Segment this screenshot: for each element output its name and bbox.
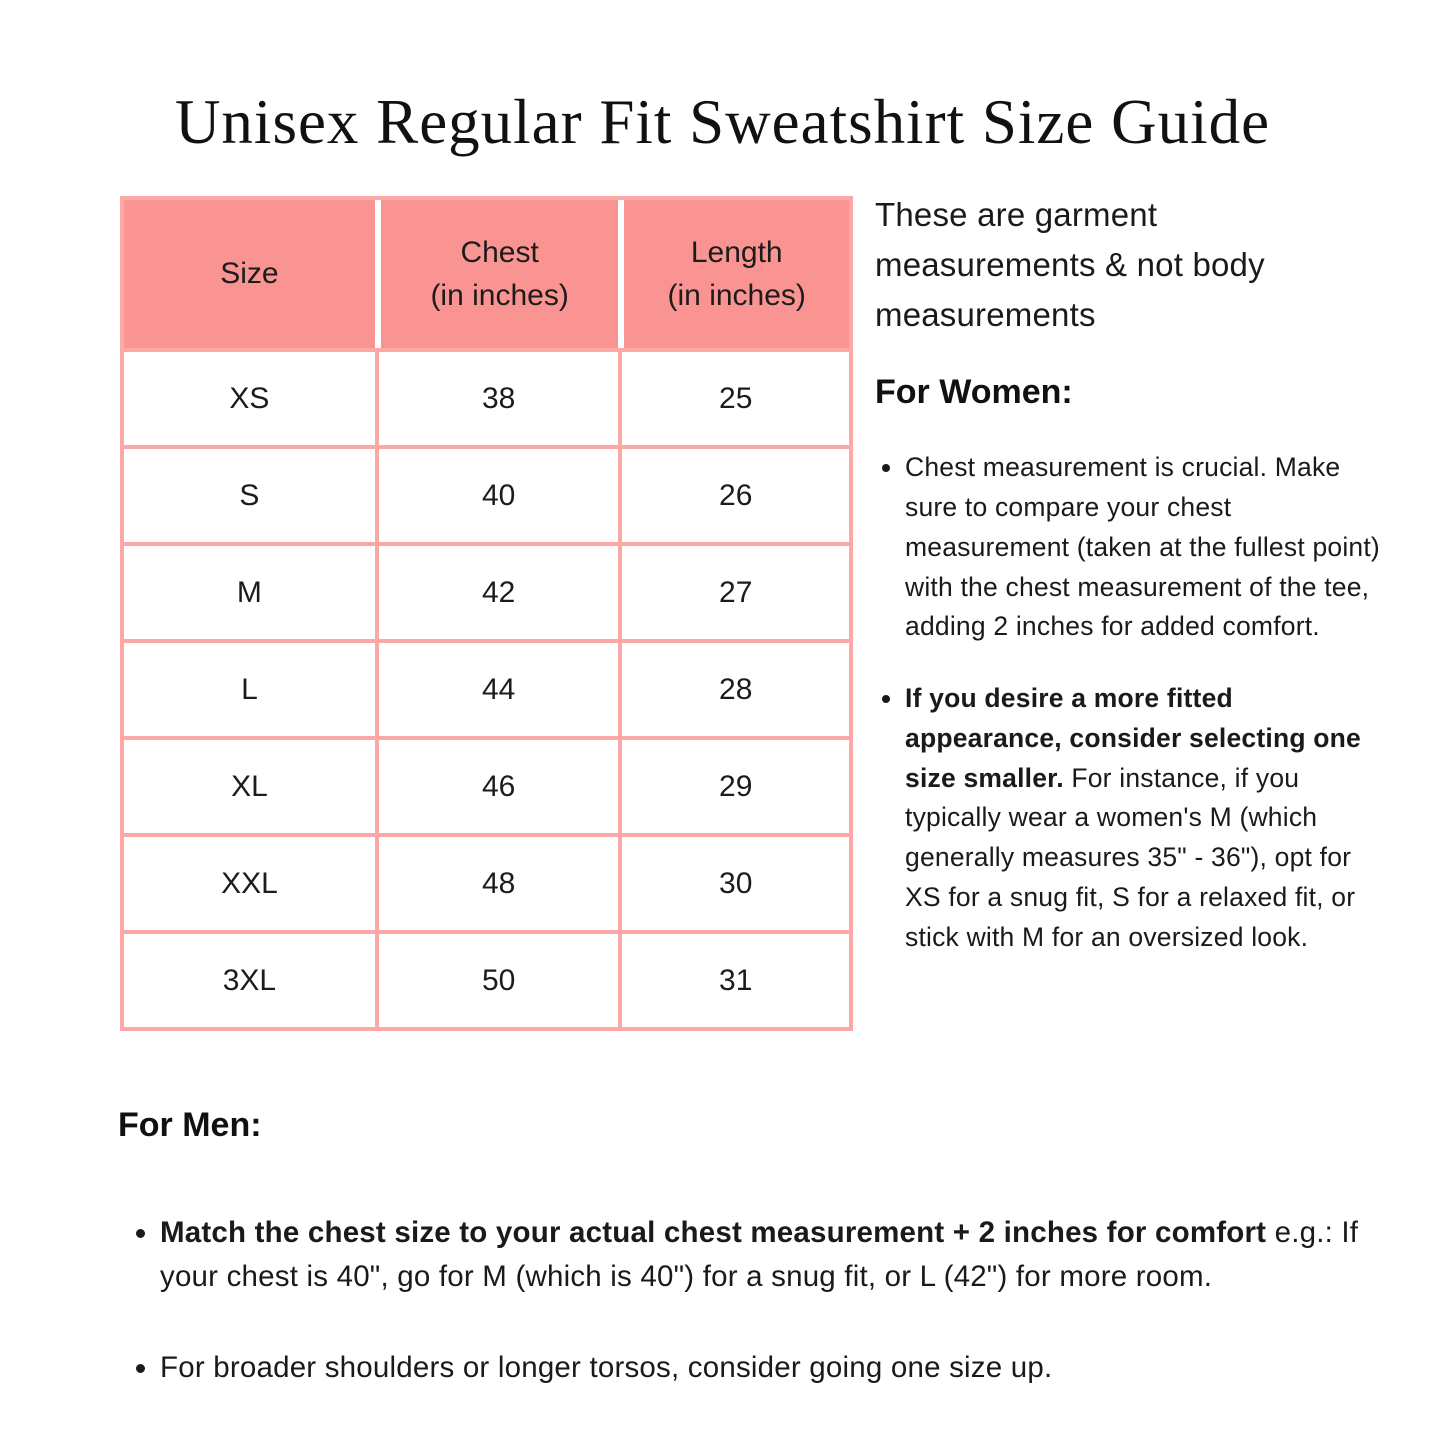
header-size: Size (124, 200, 375, 348)
chest-cell: 42 (375, 542, 619, 639)
size-cell: 3XL (124, 930, 375, 1027)
size-cell: S (124, 445, 375, 542)
size-table-container (120, 196, 853, 1031)
length-cell: 25 (618, 348, 849, 445)
size-cell: M (124, 542, 375, 639)
chest-cell: 50 (375, 930, 619, 1027)
for-women-heading: For Women: (875, 373, 1073, 412)
women-bullet-chest: • Chest measurement is crucial. Make sure to compare your chest measurement (taken at the fullest point) with the chest measurement of the tee, adding 2 inches for added comfort. (905, 448, 1383, 647)
size-cell: L (124, 639, 375, 736)
chest-cell: 38 (375, 348, 619, 445)
table-row (124, 930, 849, 1027)
right-panel (875, 190, 1383, 989)
table-header-row (124, 200, 849, 348)
length-cell: 31 (618, 930, 849, 1027)
women-bullet-list (875, 448, 1383, 957)
length-cell: 29 (618, 736, 849, 833)
table-row (124, 736, 849, 833)
length-cell: 30 (618, 833, 849, 930)
table-row (124, 639, 849, 736)
women-bullet-fitted: • If you desire a more fitted appearance, consider selecting one size smaller. For instance, if you typically wear a women's M (which generally measures 35" - 36"), opt for XS for a snug fit, S for a relaxed fit, or stick with M for an oversized look. (905, 679, 1383, 957)
chest-cell: 40 (375, 445, 619, 542)
men-bullet-match: • Match the chest size to your actual chest measurement + 2 inches for comfort e.g.: If your chest is 40", go for M (which is 40") for a snug fit, or L (42") for more room. (160, 1211, 1388, 1300)
table-row (124, 833, 849, 930)
table-row (124, 348, 849, 445)
header-length: Length (in inches) (618, 200, 849, 348)
size-cell: XS (124, 348, 375, 445)
men-section (118, 1106, 1388, 1436)
table-row (124, 542, 849, 639)
garment-measurement-note: These are garment measurements & not body measurements (875, 196, 1265, 334)
page-title: Unisex Regular Fit Sweatshirt Size Guide (174, 87, 1271, 157)
size-cell: XL (124, 736, 375, 833)
chest-cell: 44 (375, 639, 619, 736)
for-men-heading: For Men: (118, 1106, 262, 1144)
men-bullet-broader: • For broader shoulders or longer torsos, consider going one size up. (160, 1346, 1388, 1390)
chest-cell: 48 (375, 833, 619, 930)
size-cell: XXL (124, 833, 375, 930)
header-chest: Chest (in inches) (375, 200, 619, 348)
length-cell: 28 (618, 639, 849, 736)
size-table (124, 200, 849, 1027)
chest-cell: 46 (375, 736, 619, 833)
table-row (124, 445, 849, 542)
length-cell: 27 (618, 542, 849, 639)
men-bullet-list (118, 1211, 1388, 1390)
length-cell: 26 (618, 445, 849, 542)
